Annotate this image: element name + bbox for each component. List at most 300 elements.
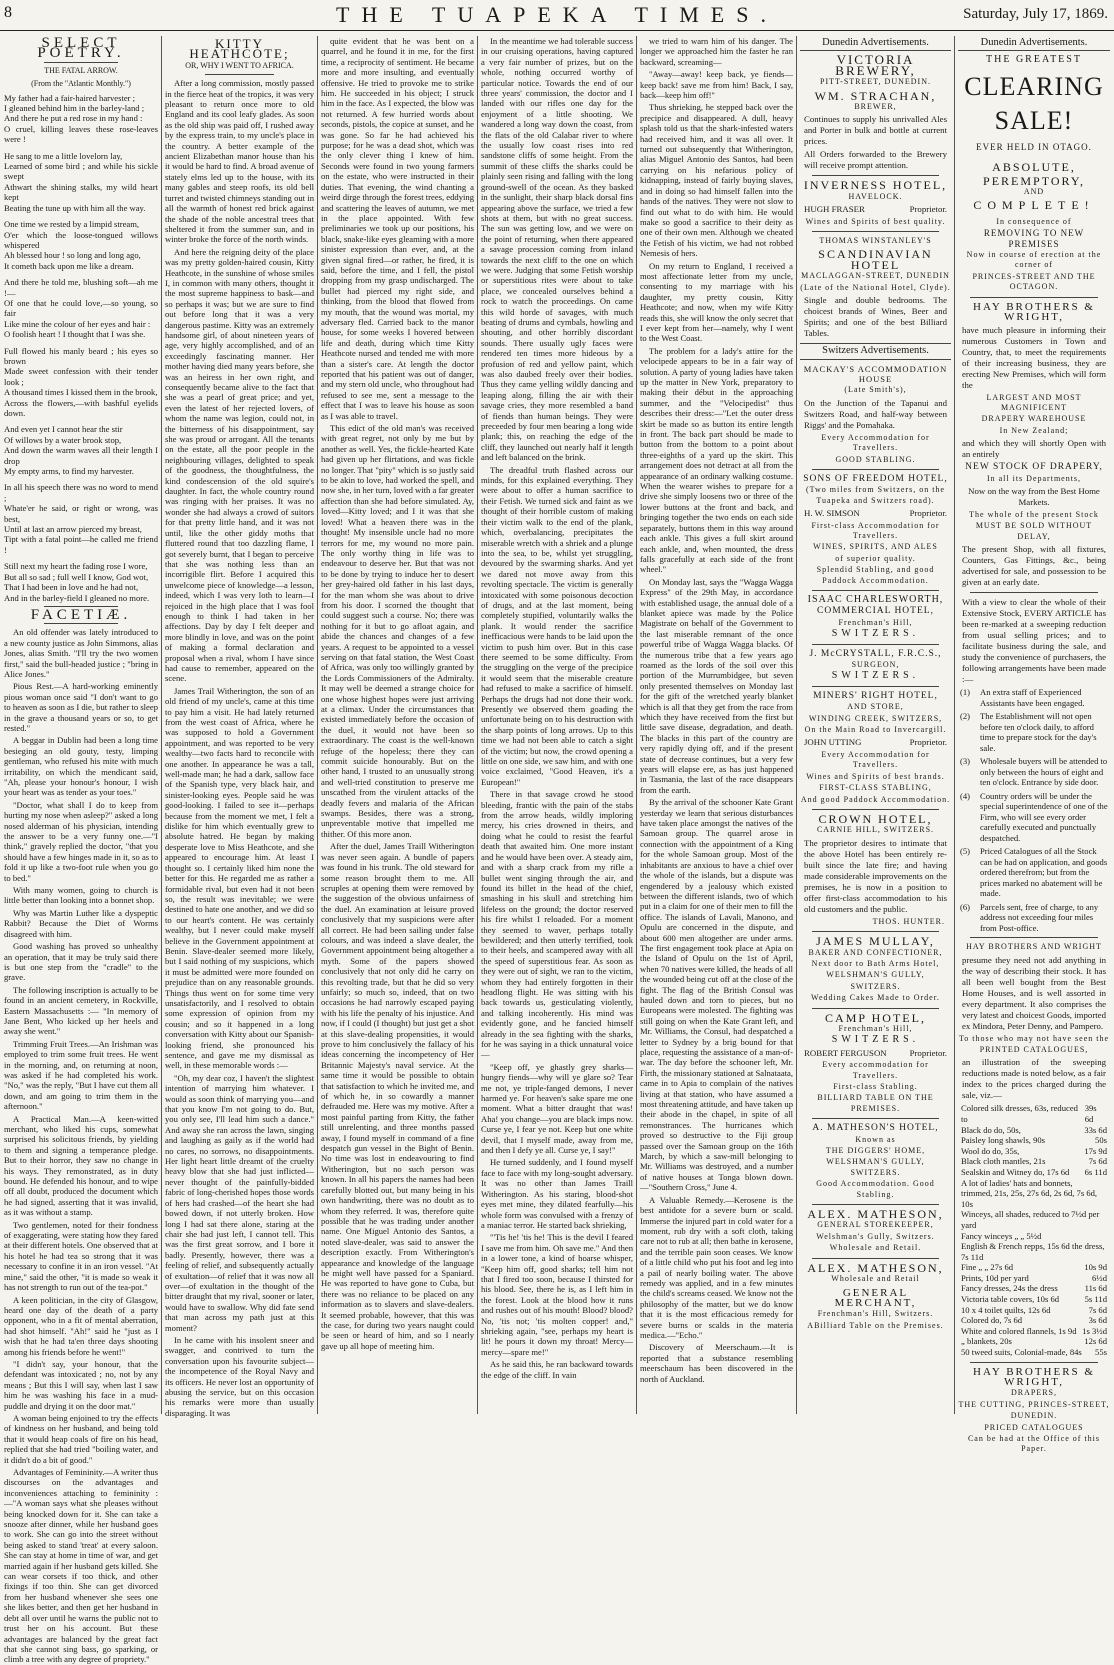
price-row [961,1156,1107,1167]
article-paragraph: Pious Rest.—A hard-working eminently pious woman once said "I don't want to go to heaven as soon as I die, but rather to sleep in the grave a thousand years or so, to get rested." [4,681,158,733]
ad-text: The proprietor desires to intimate that the above Hotel has been entirely re-built since the late fire; and having made considerable improvements on the premises, he is now in a position to offer first-class accommodation to his old customers and the public. [804,837,947,914]
switzers-ads-header: Switzers Advertisements. [800,343,951,359]
ad-address: PITT-STREET, DUNEDIN. [820,77,931,87]
article-paragraph: A woman being enjoined to try the effects of kindness on her husband, and being told that it would heap coals of fire on his head, replied that she had tried "boiling water, and it didn't do a bit of good." [4,1412,158,1465]
ad-scandinavian-hotel [800,236,951,339]
article-paragraph: "Doctor, what shall I do to keep from hurting my nose when asleep?" asked a long nosed alderman of his physician, intending the answer to be a very funny one.—"I think," gravely replied the doctor, "that you should have a few hinges made in it, so as to fold it up like a two-foot rule when you go to bed." [4,799,158,883]
ad-owner: THOMAS WINSTANLEY'S [819,236,932,246]
ad-text: Good Accommodation. Good Stabling. [816,1179,935,1199]
column-story-part2 [321,36,474,1414]
price-item: 10 x 4 toilet quilts, 12s 6d [961,1304,1051,1315]
poem-line: And there he put a red rose in my hand : [4,113,143,124]
ad-note: (Late of the National Hotel, Clyde). [800,282,951,292]
divider [812,231,939,232]
ad-text: Single and double bedrooms. The choicest brands of Wines, Beer and Spirits; and one of the best Billiard Tables. [804,295,947,339]
poem-line: Tipt with a fatal point—he called me friend ! [4,534,158,555]
poem-line: Still next my heart the fading rose I wore, [4,561,148,572]
article-paragraph: The following inscription is actually to be found in an ancient cemetery, in Rockville, Eastern Massachusetts :— "In memory of Jane Bent, Who kicked up her heels and away she went." [4,984,158,1037]
ad-subtitle: NEW STOCK OF DRAPERY, [965,462,1103,473]
ad-address: Welshman's Gully, Switzers. [816,1231,935,1241]
price-list [958,1103,1110,1357]
newspaper-title: THE TUAPEKA TIMES. [336,2,778,27]
facetiae-body [4,627,158,1664]
article-paragraph: There in that savage crowd he stood bleeding, frantic with the pain of the stabs from the arrow heads, wildly imploring mercy, his cries drowned in theirs, and doing what he could to resist the fearful death that awaited him. One more instant and he would have been over. A steady aim, and with a sharp crack from my rifle a bullet went singing through the air, and found its billet in the head of the chief, smashing in his skull and stretching him lifeless on the ground; the doctor reserved his fire whilst I reloaded. For a moment they seemed to waver, perhaps totally bewildered; and then utterly terrified, took to their heels, and scampered away with all the speed of superstitious fear. As soon as they were out of sight, we ran to the victim, whom they had entirely forgotten in their headlong flight. He was sitting with his back towards us, gesticulating violently, and talking incoherently. His mind was evidently gone, and he fancied himself already in the sea fighting with the sharks, for he was saying in a thick unnatural voice— [481,789,633,1060]
ad-mccrystall [800,649,951,682]
ad-text: Every accommodation for Travellers. [822,1060,929,1080]
price-item: Sealskin and Witney do, 17s 6d [961,1166,1070,1177]
divider [812,1008,939,1009]
article-paragraph: James Trail Witherington, the son of an old friend of my uncle's, came at this time to pay him a visit. He had lately returned from the west coast of Africa, where he was supposed to hold a Government appointment, and was reported to be very wealthy—two facts hard to reconcile with one another. In appearance he was a tall, well-made man; he had a dark, sallow face of the Spanish type, very black hair, and sinister-looking eyes. People said he was good-looking. I failed to see it—perhaps because from the moment we met, I felt a dislike for him which eventually grew to absolute hatred. He began by making desperate love to Miss Heathcote, and she appeared to encourage him. At least I thought so. I certainly liked him none the better for this. He regarded me as rather a formidable rival, but even had it not been so, the result was inevitable; we were destined to hate one another, and we did so to our heart's content. He was certainly wealthy, but I never could make myself believe in the Government appointment at Benin. Slave-dealer seemed more likely, but I said nothing of my suspicions, which it must be admitted were more founded on prejudice than on any reasonable grounds. Things thus went on for some time very unsatisfactorily, and I resolved to obtain some expression of opinion from my cousin; and so it happened in a long conversation with Kitty about our Spanish-looking friend, she pronounced his sentence, and gave me my dismissal as well, in these memorable words :— [165,685,314,1071]
arrangement-item [960,756,1108,788]
ad-text: ABilliard Table on the Premises. [807,1320,944,1330]
ad-title: SONS OF FREEDOM HOTEL, [803,473,948,484]
arrangement-text: Priced Catalogues of all the Stock can be had on application, and goods ordered therefrom; but from the prices marked no abatement will be made. [980,846,1108,899]
ad-text: On the Junction of the Tapanui and Switzers Road, and half-way between Riggs' and the Pomahaka. [804,397,947,430]
ad-text: Wines and Spirits of best quality. [805,216,946,226]
ad-title: CROWN HOTEL, [818,811,933,826]
article-paragraph: quite evident that he was bent on a quarrel, and he found it in me, for the first time, a reciprocity of sentiment. He became more and more insulting, and eventually offensive. He tried to provoke me to strike him. He succeeded in his object; I struck him in the face. As I expected, the blow was not returned. A few hurried words about seconds, pistols, the copice at sunset, and he was gone. So far he had achieved his purpose; for he was a dead shot, which was the only clever thing I knew of him. Seconds were found in two young farmers on the estate, who were instructed in their duties. That evening, the wind chanting a weird dirge through the forest trees, eddying and scattering the leaves of autumn, we met in the place appointed. With few preliminaries we took up our positions, his black, snake-like eyes gleaming with a more sinister expression than ever, and, at the given signal fired—or rather, he fired, it is said, before the time, and I fell, the pistol dropping from my grasp undischarged. The bullet had pierced my right side, and thinking, from the blood that flowed from my mouth, that the wound was mortal, my adversary fled. Carried back to the manor house, for some weeks I hovered between life and death, during which time Kitty Heathcote nursed and tended me with more than a sister's care. At length the doctor reported that his patient was out of danger, and my stern old uncle, who throughout had refused to see me, sent a message to the effect that I was to leave his house as soon as I was able to travel. [321,36,474,421]
poem-line: And down the warm waves all their length I drop [4,445,158,466]
article-paragraph: "'Tis he! 'tis he! This is the devil I feared I save me from him. Oh save me." And then in a lower tone, a kind of hoarse whisper, "Keep him off, good sharks; tell him not that I fired too soon, because I thirsted for his blood. See, there he is, as I left him in the forest. Look at the blood how it runs and rushes out of his mouth! Blood? blood? No, 'tis not; 'tis molten copper! and," shrieking again, "see, perhaps my heart is lit! he pours it down my throat! Mercy—mercy—spare me!" [481,1232,633,1357]
sale-word: PEREMPTORY, [983,173,1085,188]
column-story-part3 [481,36,633,1414]
divider [970,1362,1098,1363]
arrangement-text: Wholesale buyers will be attended to only between the hours of eight and ten o'clock. Entrance by side door. [980,756,1108,788]
ad-title: VICTORIA BREWERY, [835,52,916,78]
ad-text: Wedding Cakes Made to Order. [811,993,940,1003]
price-row [961,1315,1107,1326]
price-item: Black cloth mantles, 21s [961,1156,1046,1167]
ad-address: Frenchman's Hill, Switzers. [817,1309,934,1319]
poem-line: But all so sad ; full well I know, God wot, [4,571,149,582]
arrangement-item [960,687,1108,708]
ad-victoria-brewery [800,52,951,171]
price-item: 50 tweed suits, Colonial-made, 84s [961,1347,1082,1358]
divider [812,1204,939,1205]
poem-line: That I had been in love and he had not, [4,582,139,593]
price-item: White and colored flannels, 1s 9d [961,1325,1077,1336]
price-value: 12s 6d [1084,1336,1107,1347]
ad-title: ALEX. MATHESON, [807,1207,944,1222]
poem-line: Made sweet confession with their tender look ; [4,366,158,387]
ad-address: WELSHMAN'S GULLY, SWITZERS. [826,1157,925,1177]
ad-text: Every Accommodation for Travellers. [821,432,930,453]
article-paragraph: Two gentlemen, noted for their fondness of exaggerating, were stating how they fared at their different hotels. One observed that at his hotel he had tea so strong that it was necessary to confine it in an iron vessel. "At mine," said the other, "it is made so weak it has not strength to run out of the tea-pot." [4,1219,158,1293]
arrangement-number: (5) [960,846,971,857]
facetiae-heading: FACETIÆ. [30,606,132,623]
poem-source: (From the "Atlantic Monthly.") [31,79,131,89]
ad-text: The whole of the present Stock [969,509,1099,519]
ad-subtitle: GENERAL MERCHANT, [834,1286,917,1309]
issue-date: Saturday, July 17, 1869. [963,6,1108,22]
ad-text: DRAPERY WAREHOUSE [981,414,1087,424]
sale-subhead: EVER HELD IN OTAGO. [976,141,1092,152]
poem-line: Full flowed his manly beard ; his eyes so brown [4,345,158,366]
ad-address: WELSHMAN'S GULLY, [826,970,925,980]
ad-alex-matheson-merchant [800,1260,951,1331]
price-value: 17s 9d [1084,1145,1107,1156]
column-clearing-sale [958,36,1110,1454]
ad-title: HAY BROTHERS AND WRIGHT [966,942,1102,952]
ad-text: LARGEST AND MOST MAGNIFICENT [986,392,1082,412]
price-row [961,1326,1107,1337]
ad-title: A. MATHESON'S HOTEL, [812,1123,939,1134]
article-paragraph: In the meantime we had tolerable success in our cruising operations, having captured a very fair number of prizes, but on the whole, nothing occurred worthy of particular notice. Towards the end of our three years' commission, the doctor and I landed with our rifles one day for the enjoyment of a little shooting. We wandered a long way down the coast, from the flats of the old Calabar river to where the usually low coast rises into red sandstone cliffs of some height. From the summit of these cliffs the sharks could be plainly seen rising and falling with the long ground-swell of the ocean. As they basked in the sunlight, their sharp black dorsal fins appearing above the surface, we tried a few shots at them, but with no great success. The sun was getting low, and we were on the point of returning, when there appeared a savage procession coming from inland towards the next cliff to the one on which we were. Judging that some Fetish worship or superstitious rites were about to take place, we concealed ourselves behind a rock to watch the proceedings. On came this wild horde of savages, with much beating of drums and cymbals, howling and shouting, and other horribly discordant sounds. There usually ugly faces were rendered ten times more hideous by a profusion of red and yellow paint, which was also daubed freely over their bodies. Thus they came yelling wildly dancing and leaping along, filling the air with their savage cries, they more resembled a band of fiends than human beings. They were preceeded by four men bearing a long wide plank; this, on reaching the edge of the cliff, they launched out nearly half it length and left balanced on the brink. [481,36,633,463]
ad-subtitle: BAKER AND CONFECTIONER, [808,947,943,957]
divider [812,809,939,810]
ad-text: MUST BE SOLD WITHOUT DELAY, [975,521,1093,541]
ad-james-mullay [800,936,951,1003]
ad-title: J. McCRYSTALL, F.R.C.S., [809,648,942,659]
ad-text: Wholesale and Retail [831,1274,920,1284]
ad-text: WINES, SPIRITS, AND ALES [813,542,938,552]
price-value: 5s 11d [1084,1294,1107,1305]
article-paragraph: Advantages of Femininity.—A writer thus discourses on the advantages and inconveniences attaching to femininity :—"A woman says what she pleases without being knocked down for it. She can take a snooze after dinner, while her husband goes to work. She can go into the street without being asked to stand 'treat' at every saloon. She can stay at home in time of war, and get married again if her husband gets killed. She can wear corsets if too thick, and other fixings if too thin. She can get divorced from her husband whenever she sees one she likes better, and then get her husband in debt all over until he warns the public not to trust her on his account. But these advantages are balanced by the great fact that she cannot sing bass, go sparking, or climb a tree with any degree of propriety." [4,1467,158,1665]
ad-camp-hotel [800,1010,951,1115]
ad-text: And good Paddock Accommodation. [800,794,951,804]
price-row [961,1305,1107,1316]
ad-town: SWITZERS. [831,670,920,682]
poem-line: O cruel, killing leaves these rose-leaves were ! [4,123,158,145]
ad-text: In all its Departments, [986,473,1082,483]
arrangement-number: (3) [960,756,971,767]
ad-text: In New Zealand; [999,425,1069,435]
article-paragraph: An old offender was lately introduced to a new county justice as John Simmons, alias Jones, alias Smith. "I'll try the two women first," said the bull-headed justice ; "bring in Alice Jones." [4,627,158,679]
ad-text: REMOVING TO NEW PREMISES [983,228,1085,249]
price-item: English & French repps, 15s 6d the dress, 7s 11d [961,1241,1105,1262]
article-paragraph: By the arrival of the schooner Kate Grant yesterday we learn that serious disturbances have taken place amongst the natives of the Samoan group. The quarrel arose in connection with the appointment of a King for the whole Samoan group. Most of the inhabitants are anxious to have a chief over the whole of the islands, but a dispute was engendered by a jealousy which existed between the different islands, two of which put in a claim for one of their men to fill the office. The islands of Lavali, Manono, and Opulu are concerned in the dispute, and about 600 men altogether are under arms. The first engagement took place at Apia on the Island of Opulu on the 1st of April, when 70 natives were killed, the heads of all the wounded being cut off at the close of the fight. The flag of the British Consul was hauled down and torn to pieces, but no Europeans were molested. The fighting was still going on when the Kate Grant left, and Mr. Williams, the Consul, had despatched a letter to Sydney by a brig bound for that place, requesting the assistance of a man-of-war. The day before the schooner left, Mr. Firth, the missionary stationed at Salnataata, came in to Apia to complain of the natives living at that station, who have assumed a most threatening attitude, and have taken up their abode in the chapel, in spite of all remonstrances. The hurricanes which proved so destructive to the Fiji group passed over the Samoan group on the 16th March, by which a saw-mill belonging to Mr. Williams was destroyed, and a number of native houses at Tonga blown down.—"Southern Cross," June 4. [640,797,793,1193]
poem-line: I gleaned behind him in the barley-land ; [4,103,145,114]
price-value: 39s 6d [1084,1103,1097,1124]
ad-text: PRICED CATALOGUES [984,1422,1084,1432]
price-item: Fine „ „ 27s 6d [961,1262,1014,1273]
ad-subtitle: PRINTED CATALOGUES, [979,1044,1089,1054]
ad-note: (Late Smith's), [844,385,907,395]
arrangement-item [960,711,1108,753]
arrangement-text: Parcels sent, free of charge, to any address not exceeding four miles from Post-office. [980,901,1099,933]
article-paragraph: "Keep off, ye ghastly grey sharks—hungry fiends—why will ye glare so? Tear me not, ye triple-fanged demons, I never harmed ye. For heaven's sake spare me one moment. What a bitter draught that was! Aha! you change—you are black imps now. Curse ye, I fear ye not. Keep but one white devil, that I myself made, away from me, and then I defy ye all. Curse ye, I say!" [481,1061,633,1156]
article-paragraph: A beggar in Dublin had been a long time besieging an old gouty, testy, limping gentleman, who refused his mite with much irritability, on which the mendicant said, "Ah, please your honour's honour, I wish your heart was as tender as your toes." [4,735,158,798]
poem-line: O'er which the loose-tongued willows whispered [4,229,158,250]
ad-text: presume they need not add anything in the way of describing their stock. It has all been well bought from the Best Home Houses, and is well assorted in every department. It also comprises the very latest and choicest Goods, imported ex Mindora, Peter Denny, and Pampero. [962,954,1106,1031]
arrangement-text: Country orders will be under the special superintendence of one of the Firm, who will see every order carefully executed and punctually despatched. [980,790,1108,843]
ad-title: HAY BROTHERS & WRIGHT, [973,1365,1095,1389]
ad-subtitle: THE DIGGERS' HOME, [825,1146,926,1156]
story-subtitle: OR, WHY I WENT TO AFRICA. [185,60,294,70]
ad-text: Every Accommodation for Travellers. [821,749,930,770]
article-paragraph: A Valuable Remedy.—Kerosene is the best antidote for a severe burn or scald. Immerse the injured part in cold water for a moment, rub dry with a soft cloth, taking care not to rub at all; then bathe in kerosene, and the terrible pain soon ceases. We know of a little child who put his foot and leg into a pail of nearly boiling water. The above remedy was applied, and in a few minutes the child's screams ceased. We know not the philosophy of the matter, but we do know that it is the most efficacious remedy for severe burns or scalds in the materia medica.—"Echo." [640,1194,793,1340]
divider [812,644,939,645]
divider [812,175,939,176]
article-paragraph: After the duel, James Traill Witherington was never seen again. A bundle of papers was found in his trunk. The old steward for some reason brought them to me. All scruples at opening them were removed by the suggestion of the obvious unfairness of the duel. An examination at leisure proved conclusively that my suspicions were after all correct. He had been sailing under false colours, and was indeed a slave dealer, the Government appointment being altogether a myth. Some of the papers showed conclusively that not only did he carry on this revolting trade, but that he did so very unfairly; so much so, indeed, that on two occasions he had narrowly escaped paying with his life the penalty of his injustice. And now, if I could (I thought) but just get a shot at this slave-dealing propensities, it would prove to him conclusively the fallacy of his ideas concerning the incompetency of Her Britannic Majesty's naval service. At the same time it would be possible to obtain that satisfaction to which he invited me, and of which he, in so cowardly a manner defrauded me. Here was my motive. After a most painful parting from Kitty, the father still unrelenting, and three months passed away, I found myself in command of a fine despatch gun vessel in the Bight of Benin. No time was lost in endeavouring to find Witherington, but no such person was known. In all his papers the names had been carefully blotted out, but many being in his own handwriting, there was no doubt as to whom they referred. It was, therefore quite possible that he was trading under another name. One Miguel Antonio des Santos, a noted slave-dealer, was said to answer the description exactly. From Witherington's appearance and knowledge of the language he might well have passed for a Spaniard. He was reported to have gone to Cuba, but there was no reliance to be placed on any information as to slavers and slave-dealers. It seemed probable, however, that this was the case, for during two years naught could be seen or heard of him, and so I nearly gave up all hope of meeting him. [321,841,474,1351]
sale-headline: CLEARING SALE! [964,71,1104,135]
ad-subtitle: GENERAL STOREKEEPER, [817,1220,934,1230]
price-value: 55s [1095,1347,1107,1358]
ad-sons-of-freedom [800,474,951,586]
sale-word: COMPLETE! [973,198,1095,213]
poem-line: Ah blessed hour ! so long and long ago, [4,250,141,261]
poem-title: THE FATAL ARROW. [44,65,118,75]
ad-owner-title: BREWER, [854,102,897,112]
ad-title: JAMES MULLAY, [816,934,935,949]
ad-mathesons-hotel [800,1123,951,1200]
price-row [961,1188,1107,1209]
poem-line: Across the flowers,—with bashful eyelids down. [4,397,158,418]
price-item: trimmed, 21s, 25s, 27s 6d, 2s 6d, 7s 6d, 10s [961,1188,1098,1209]
price-value: 10s 9d [1084,1262,1107,1273]
price-value: 6s 11d [1084,1166,1107,1177]
price-item: Wool do do, 35s, [961,1145,1020,1156]
article-paragraph: He turned suddenly, and I found myself face to face with my long-sought adversary. It was no other than James Traill Witherington. As his staring, blood-shot eyes met mine, they dilated fearfully—his whole form was convulsed with a frenzy of a maniac terror. He started back shrieking, [481,1157,633,1230]
poem-line: Of one that he could love,—so young, so fair [4,297,158,319]
ad-proprietor-name: H. W. SIMSON [804,508,860,519]
article-paragraph: After a long commission, mostly passed in the fierce heat of the tropics, it was very pleasant to return once more to old England and its cool leafy glades. As soon as the old ship was paid off, I rushed away by the express train, to my uncle's place in the country. A better example of the ancient Elizabethan manor house than his it would be hard to find. A broad avenue of stately elms led up to the house, with its many gables and steep roofs, its old bell turret and twisted chimneys standing out in all the warmth of honest red brick against the shade of the noble ancestral trees that sheltered it from the summer sun, and in winter broke the force of the north winds. [165,78,314,245]
ad-title: CAMP HOTEL, [825,1010,926,1025]
column-advertisements [800,36,951,1414]
poem-line: Like mine the colour of her eyes and hair : [4,318,151,329]
divider [970,297,1098,298]
price-row [961,1167,1107,1178]
column-rule [317,36,318,1414]
price-value: 7s 6d [1088,1156,1107,1167]
ads-header: Dunedin Advertisements. [800,36,951,51]
price-row [961,1241,1107,1262]
price-row [961,1125,1107,1136]
ad-address: WINDING CREEK, SWITZERS, [808,713,943,723]
poetry-heading: SELECT POETRY. [37,35,125,62]
arrangement-number: (2) [960,711,971,722]
ad-text: Splendid Stabling, and good Paddock Accommodation. [816,565,935,585]
article-paragraph: Good washing has proved so unhealthy an operation, that it may be truly said there is but one step from the "cradle" to the grave. [4,941,158,983]
price-value: 1s 3½d [1082,1325,1107,1336]
price-row [961,1347,1107,1358]
article-paragraph: As he said this, he ran backward towards the edge of the cliff. In vain [481,1359,633,1380]
page-number: 8 [4,4,12,21]
ad-mackays-house [800,364,951,465]
poem-line: Until at last an arrow pierced my breast, [4,524,142,535]
ad-address: THE CUTTING, PRINCES-STREET, [958,1399,1110,1409]
column-rule [161,36,162,1414]
ad-text: Now in course of erection at the corner of [966,250,1102,270]
story-body-continued [481,36,633,1380]
price-row [961,1283,1107,1294]
poem-line: It cometh back upon me like a dream. [4,260,134,271]
ad-town: SWITZERS. [850,981,901,991]
ad-text: To those who may not have seen the [958,1033,1110,1043]
price-value: 33s 6d [1084,1124,1107,1135]
arrangement-text: The Establishment will not open before ten o'clock daily, to afford time to prepare stock for the day's sale. [980,711,1097,753]
column-rule [477,36,478,1414]
article-paragraph: "I didn't say, your honour, that the defendant was intoxicated ; no, not by any means ; But this I will say, when last I saw him he was washing his face in a mud-puddle and drying it on the door mat." [4,1358,158,1411]
ad-inverness-hotel [800,180,951,227]
ad-text: Now on the way from the Best Home Markets. [968,485,1100,507]
divider [44,62,118,63]
ad-subtitle: SURGEON, [851,660,900,670]
ad-signature: THOS. HUNTER. [872,916,945,926]
poem-body [4,93,158,603]
price-item: Colored do, 7s 6d [961,1315,1023,1326]
ad-text: have much pleasure in informing their numerous Customers in Town and Country, that, to meet the requirements of their increasing business, they are erecting New Premises, which will form the [962,324,1106,390]
column-story-part1 [165,36,314,1418]
ad-address: PRINCES-STREET AND THE OCTAGON. [972,271,1096,292]
divider [205,74,274,75]
ad-isaac-charlesworth [800,595,951,640]
arrangement-number: (4) [960,790,971,801]
price-item: „ blankets, 20s [961,1336,1012,1347]
arrangement-number: (1) [960,687,971,698]
poem-line: Of willows by a water brook stop, [4,434,122,445]
ad-text: The present Shop, with all fixtures, Counters, Gas Fittings, &c., being advertised for sale, and possession to be given at an early date. [962,544,1106,588]
article-paragraph: "Away—away! keep back, ye fiends—keep back! save me from him! Back, I say, back—keep him off!" [640,69,793,101]
ad-address: HAVELOCK. [848,191,903,201]
poem-line: And in the barley-field I gleaned no more. [4,592,150,603]
ad-text: First-class Accommodation for Travellers. [811,520,940,540]
article-paragraph: Why was Martin Luther like a dyspeptic Rabbit? Because the Diet of Worms disagreed with him. [4,907,158,939]
price-row [961,1273,1107,1284]
ad-title: MINERS' RIGHT HOTEL, [813,690,938,701]
column-rule [796,36,797,1414]
article-paragraph: Thus shrieking, he stepped back over the precipice and disappeared. A dull, heavy splash told us that the shark-infested waters had received him, and it was all over. It turned out subsequently that Witherington, alias Miguel Antonio des Santos, had been carrying on his nefarious policy of kidnapping, instead of fairly buying slaves, and in doing so had himself fallen into the hands of the natives. They were not slow to find out what to do with him. He would make so good a sacrifice to their deity as one of their own men. Although we cheated the Fetish of his victim, we had not robbed Nemesis of hers. [640,102,793,259]
ad-text: and which they will shortly Open with an entirely [962,438,1106,460]
price-row [961,1146,1107,1157]
price-value: 7s 6d [1088,1304,1107,1315]
ad-town: SWITZERS. [831,1034,920,1046]
divider [970,592,1098,593]
ad-town: SWITZERS. [831,628,920,640]
poem-line: Athwart the shining stalks, my wild heart kept [4,181,158,203]
ad-text: All Orders forwarded to the Brewery will receive prompt attention. [804,149,947,171]
story-body [165,78,314,1418]
story-title: KITTY HEATHCOTE; [189,36,290,62]
ad-subtitle: DRAPERS, [1010,1388,1057,1398]
poem-line: And there he told me, blushing soft—ah me !— [4,277,158,298]
ad-text: Known as [855,1134,896,1144]
article-paragraph: With many women, going to church is little better than looking into a bonnet shop. [4,885,158,906]
divider [812,686,939,687]
price-row [961,1178,1107,1189]
poem-line: In all his speech there was no word to mend ; [4,482,158,503]
poem-line: One time we rested by a limpid stream, [4,219,140,230]
ad-title: ISAAC CHARLESWORTH, [807,594,944,605]
sale-word: ABSOLUTE, [992,160,1076,175]
ad-address: On the Main Road to Invercargill. [804,725,947,735]
ad-address: Frenchman's Hill, [838,1023,913,1033]
story-body-continued [321,36,474,1351]
article-paragraph: A Practical Man.—A keen-witted merchant, who liked his cups, somewhat surprised his solicitous friends, by yielding to them and signing a temperance pledge. But to their horror, they saw no change in his ways. They remonstrated, as in duty bound. He defended his honour, and to wipe off all doubt, produced the document which he had signed, asserting that it was invalid, as it was without a stamp. [4,1113,158,1218]
article-paragraph: "Oh, my dear coz, I haven't the slightest intention of marrying him whatever. I would as soon think of marrying you—and that you know I'm not going to do. But, you only see, I'll lead him such a dance." And away she ran across the lawn, singing and laughing as gaily as if the world had no cares, no sorrows, no disappointments. Her light heart little dreamt of the cruelty heavy blow that she had just inflicted—never thought of the painfully-bidded fabric of long-cherished hopes those words of hers had crashed—of the heart she had bowed down, if not utterly broken. How long I had sat there alone, staring at the chair she had just left, I cannot tell. This was the first great sorrow, and I bore it badly. Presently, however, there was a feeling of relief, and subsequently actually of exultation—of relief that it was now all over—of exultation in the thought of the bitter draught that my rival, sooner or later, would have to swallow. Why did fate send that man across my path just at this moment? [165,1072,314,1333]
sale-word: AND [1023,187,1045,197]
column-poetry-facetiae [4,35,158,1665]
ads-header: Dunedin Advertisements. [958,36,1110,51]
ad-crown-hotel [800,811,951,927]
ad-miners-right-hotel [800,691,951,805]
divider [812,590,939,591]
price-item: Prints, 10d per yard [961,1272,1029,1283]
arrangement-number: (6) [960,901,971,912]
ad-address: MACLAGGAN-STREET, DUNEDIN [801,271,950,281]
article-paragraph: On my return to England, I received a most affectionate letter from my uncle, consenting to my marriage with his daughter, my pretty cousin, Kitty Heathcote; and now, when my wife Kitty reads this, she will know the only secret that I ever kept from her—namely, why I went to the West Coast. [640,260,793,344]
news-body [640,36,793,1384]
divider [812,1258,939,1259]
poem-line: A thousand times I kissed them in the brook, [4,387,158,398]
poem-line: My father had a fair-haired harvester ; [4,92,136,103]
price-value: 3s 6d [1088,1315,1107,1326]
ad-text: Can be had at the Office of this Paper. [967,1434,1101,1454]
ad-text: FIRST-CLASS STABLING, [819,783,932,793]
article-paragraph: Trimming Fruit Trees.—An Irishman was employed to trim some fruit trees. He went in the morning, and, on returning at noon, was asked if he had completed his work. "No," was the reply, "But I have cut them all down, and am going to trim them in the afternoon." [4,1038,158,1112]
ad-title: SCANDINAVIAN HOTEL [818,247,933,272]
ad-title: HAY BROTHERS & WRIGHT, [973,300,1095,324]
ad-text: First-class Stabling. [833,1082,918,1091]
ad-owner: WM. STRACHAN, [814,88,937,103]
article-paragraph: This edict of the old man's was received with great regret, not only by me but by another as well. Yes, the fickle-hearted Kate had given up her flirtations, and was fickle no longer. That "pity" which is so justly said to be akin to love, had worked the spell, and now she, in her turn, loved with a far greater affection than she had before simulated. Ay, loved—Kitty loved; and I it was that she loved! What a heaven there was in the thought! My insensible uncle had no more terrors for me, my wound no more pain. The only worthy thing in life was to endeavour to deserve her. But that was not to be done by trying to induce her to desert her grey-haired old father in his last days, for the man whom she was about to drive from his door. I scorned the thought that could suggest such a course. No; there was nothing for it but to go afloat again, and abide the chances and changes of a few years. A request to be appointed to a vessel serving on that fatal station, the West Coast of Africa, was only too willingly granted by the Lords Commissioners of the Admiralty. It may well be deemed a strange choice for one whose highest hopes were just arriving at a climax. Under the circumstances that existed immediately before the occasion of the duel, it would not have been so extraordinary. The coast is the well-known refuge of the hopeless; there they can commit suicide honourably. But on the other hand, I trusted to an unusually strong and well-tried constitution to preserve me unscathed from the virulent attacks of the deadly fevers and malaria of the African swamps. Besides, there was a strong, unpreventable motive that impelled me thither. Of this more anon. [321,423,474,839]
ad-text: Continues to supply his unrivalled Ales and Porter in bulk and bottle at current prices. [804,114,947,147]
poem-line: My empty arms, to find my harvester. [4,466,134,477]
ad-proprietor-name: HUGH FRASER [804,204,865,215]
price-item: Winceys, all shades, reduced to 7½d per yard [961,1209,1100,1230]
poem-line: Learned of some bird ; and while his sickle swept [4,161,158,182]
ad-proprietor-label: Proprietor. [909,737,947,748]
article-paragraph: we tried to warn him of his danger. The longer we approached him the faster he ran backward, screaming— [640,36,793,67]
ad-text: With a view to clear the whole of their Extensive Stock, EVERY ARTICLE has been re-marked at a sweeping reduction from usual selling prices; and to facilitate business during the sale, and study the convenience of purchasers, the following arrangements have been made :— [962,597,1106,685]
article-paragraph: In he came with his insolent sneer and swagger, and contrived to turn the conversation upon his favourite subject—the incompetence of the Royal Navy and its officers. He never lost an opportunity of abusing the service, but on this occasion his remarks were more than usually disparaging. It was [165,1334,314,1418]
arrangement-item [960,902,1108,934]
column-news [640,36,793,1414]
ad-title: INVERNESS HOTEL, [803,178,948,193]
masthead [0,0,1114,31]
ad-subtitle: COMMERCIAL HOTEL, [817,606,934,617]
ad-proprietor-label: Proprietor. [909,1047,947,1058]
ad-title: MACKAY'S ACCOMMODATION HOUSE [803,363,948,384]
ad-address: Next door to Bath Arms Hotel, [811,958,940,968]
ad-title: ALEX. MATHESON, [807,1260,944,1275]
ad-text: BILLIARD TABLE ON THE PREMISES. [817,1093,934,1113]
ad-text: GOOD STABLING. [835,454,916,464]
price-item: Fancy winceys „ „ 5½d [961,1230,1042,1241]
article-paragraph: And here the reigning deity of the place was my pretty golden-haired cousin, Kitty Heathcote, in the sunshine of whose smiles I, in common with many others, thought it the most supreme happiness to bask—and so perhaps it was; but we are sure to find out before long that it was a very dangerous pastime. Kitty was an extremely handsome girl, of about nineteen years of age, very highly accomplished, and of an exceedingly fascinating manner. Her mother having died many years before, she was an heiress in her own right, and consequently became alive to the fact that she was a pearl of great price; and yet, even the latest of her rejected lovers, of whom the name was legion, could not, in the bitterness of his disappointment, say she was proud or arrogant. All the tenants on the estate, all the poor people in the neighbouring villages, delighted to speak of the goodness, the thoughtfulness, the kind condescension of the old squire's daughter. In fact, the whole country round was ringing with her praises. It was no wonder she had always a crowd of suitors for that pretty little hand, and it was not until, like the other giddy moths that fluttered round that too dazzling flame, I got severely burnt, that I began to perceive that she was nothing less than an incorrigible flirt. Before I acquired this unwelcome piece of knowledge—a lesson, indeed, which I was very loth to learn—I rejoiced in the high place that I was fool enough to think I had taken in her affections. Day by day I felt deeper and more blindly in love, and was on the point of making a formal declaration and proposal when a rival, whom I have since had cause to remember, appeared on the scene. [165,246,314,684]
price-row [961,1135,1107,1146]
column-rule [954,36,955,1414]
ad-text: Wines and Spirits of best brands. [806,771,945,781]
article-paragraph: A keen politician, in the city of Glasgow, heard one day of the death of a party opponent, who in a fit of mental aberration, had shot himself. "Ah!" said he "just as I wish that he had ta'en three days shooting among his friends before he went!" [4,1294,158,1357]
divider [44,623,118,624]
sale-kicker: THE GREATEST [986,54,1082,66]
poem-line: O foolish heart ! I thought that I was she. [4,329,146,340]
price-row [961,1262,1107,1273]
price-row [961,1209,1107,1230]
ad-proprietor-label: Proprietor. [909,204,947,215]
divider [970,937,1098,938]
divider [812,469,939,470]
ad-subtitle: AND STORE, [847,702,904,712]
arrangements-list [960,687,1108,933]
ad-text: an illustration of the sweeping reductions made is noted below, as a fair index to the prices charged during the sale, viz.— [962,1057,1106,1101]
ad-proprietor-label: Proprietor. [909,508,947,519]
ad-address: DUNEDIN. [1010,1411,1058,1421]
price-row [961,1231,1107,1242]
price-value: 50s [1095,1135,1107,1146]
poem-line: And even yet I cannot hear the stir [4,424,123,435]
ad-proprietor-name: ROBERT FERGUSON [804,1047,887,1058]
price-item: A lot of ladies' hats and bonnets, [961,1177,1073,1188]
poem-line: He sang to me a little lovelorn lay, [4,150,123,161]
poem-line: Whate'er he said, or right or wrong, was best, [4,503,158,524]
ad-alex-matheson-store [800,1209,951,1254]
price-item: Colored silk dresses, 63s, reduced to [961,1103,1078,1124]
divider [812,1118,939,1119]
ad-text: of superior quality. [835,553,916,563]
price-item: Paisley long shawls, 90s [961,1135,1046,1146]
